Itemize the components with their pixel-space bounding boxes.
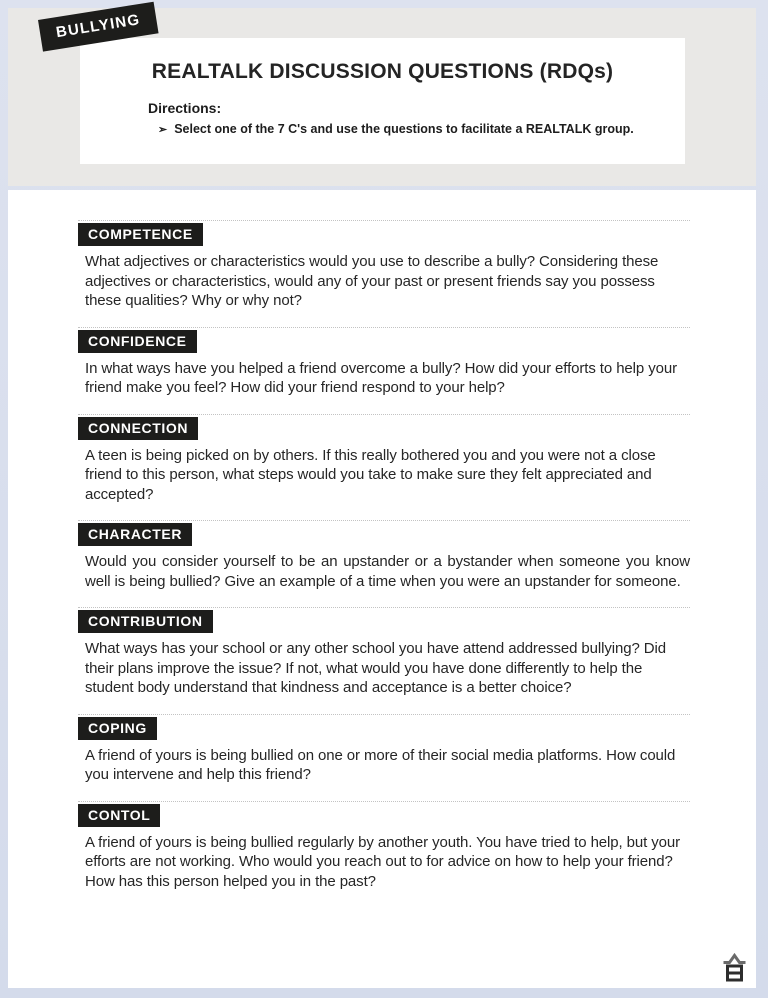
section-question-text: A friend of yours is being bullied on one or more of their social media platforms. How could you intervene and help this friend? bbox=[85, 746, 676, 783]
topic-tag-bullying: BULLYING bbox=[38, 2, 158, 52]
discussion-section bbox=[78, 414, 690, 505]
directions-label: Directions: bbox=[148, 100, 222, 116]
discussion-section bbox=[78, 607, 690, 698]
discussion-section bbox=[78, 714, 690, 785]
content-panel bbox=[8, 190, 756, 988]
section-label: CONTOL bbox=[78, 804, 160, 827]
section-question-text: A friend of yours is being bullied regularly by another youth. You have tried to help, but your efforts are not working. Who would you reach out to for advice on how to help your friend? How has this person helped you in the past? bbox=[85, 833, 681, 890]
page-title: REALTALK DISCUSSION QUESTIONS (RDQs) bbox=[151, 60, 614, 83]
directions-bullet-text: Select one of the 7 C's and use the questions to facilitate a REALTALK group. bbox=[174, 122, 634, 136]
section-label: CONNECTION bbox=[78, 417, 198, 440]
section-label: CONFIDENCE bbox=[78, 330, 197, 353]
directions-bullet-item bbox=[158, 122, 685, 136]
section-list bbox=[8, 190, 756, 891]
section-question-text: What adjectives or characteristics would you use to describe a bully? Considering these adjectives or characteristics, would any of your past or present friends say you possess these qualities? Why or why not? bbox=[85, 253, 659, 309]
discussion-section bbox=[78, 220, 690, 311]
discussion-section bbox=[78, 801, 690, 892]
directions-block bbox=[148, 100, 685, 136]
section-question-text: Would you consider yourself to be an upstander or a bystander when someone you know well is being bullied? Give an example of a time when you were an upstander for someone. bbox=[85, 553, 690, 590]
section-question-text: A teen is being picked on by others. If this really bothered you and you were not a close friend to this person, what steps would you take to make sure they felt appreciated and accepted? bbox=[85, 446, 656, 503]
header-band bbox=[8, 8, 756, 186]
section-label: CHARACTER bbox=[78, 523, 192, 546]
section-label: COPING bbox=[78, 717, 157, 740]
arrow-bullet-icon: ➢ bbox=[158, 124, 168, 136]
section-label: COMPETENCE bbox=[78, 223, 203, 246]
section-question-text: In what ways have you helped a friend overcome a bully? How did your efforts to help your friend make you feel? How did your friend respond to your help? bbox=[85, 359, 677, 396]
home-icon bbox=[721, 951, 748, 984]
discussion-section bbox=[78, 327, 690, 398]
section-label: CONTRIBUTION bbox=[78, 610, 213, 633]
header-card bbox=[80, 38, 685, 164]
discussion-section bbox=[78, 520, 690, 591]
section-question-text: What ways has your school or any other school you have attend addressed bullying? Did their plans improve the issue? If not, what would you have done differently to help the student body understand that kindness and acceptance is a better choice? bbox=[85, 640, 667, 696]
